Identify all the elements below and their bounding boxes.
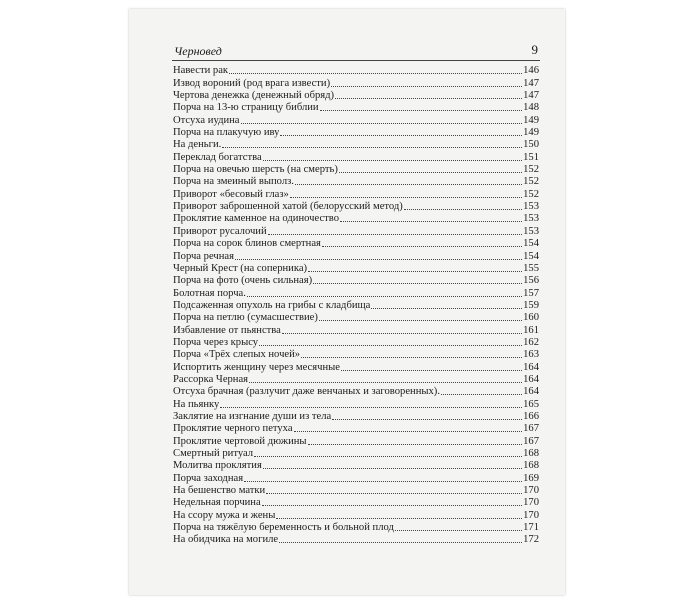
toc-entry-page: 152 (523, 164, 539, 176)
toc-entry-page: 148 (523, 102, 539, 114)
toc-leader-dots (395, 529, 522, 531)
toc-entry (173, 300, 539, 312)
toc-entry (173, 213, 539, 225)
toc-entry-page: 152 (523, 176, 539, 188)
toc-entry (173, 275, 539, 287)
toc-entry (173, 127, 539, 139)
toc-entry-title: Отсуха брачная (разлучит даже венчаных и заговоренных). (173, 386, 440, 398)
toc-entry-page: 160 (523, 312, 539, 324)
toc-entry-page: 147 (523, 90, 539, 102)
toc-entry-page: 163 (523, 349, 539, 361)
toc-entry-title: Приворот «бесовый глаз» (173, 188, 289, 200)
toc-entry (173, 435, 539, 447)
toc-entry (173, 263, 539, 275)
toc-leader-dots (280, 134, 522, 136)
toc-leader-dots (322, 245, 522, 247)
toc-entry-title: Рассорка Черная (173, 373, 249, 385)
toc-entry-title: Порча на петлю (сумасшествие) (173, 312, 318, 324)
toc-leader-dots (301, 356, 522, 358)
toc-entry-page: 161 (523, 324, 539, 336)
toc-entry-title: Приворот заброшенной хатой (белорусский метод) (173, 201, 403, 213)
toc-entry-page: 170 (523, 509, 539, 521)
toc-entry-page: 149 (523, 127, 539, 139)
toc-entry (173, 250, 539, 262)
toc-leader-dots (279, 541, 522, 543)
toc-leader-dots (244, 480, 522, 482)
toc-entry (173, 460, 539, 472)
toc-entry-title: Недельная порчина (173, 497, 261, 509)
toc-entry (173, 65, 539, 77)
toc-entry-title: На обидчика на могиле (173, 534, 279, 546)
toc-leader-dots (339, 171, 522, 173)
toc-leader-dots (341, 369, 522, 371)
toc-entry-title: На ссору мужа и жены (173, 509, 276, 521)
toc-entry-title: Навести рак (173, 65, 229, 77)
toc-entry-title: Порча «Трёх слепых ночей» (173, 349, 301, 361)
toc-entry-title: Отсуха иудина (173, 114, 240, 126)
toc-entry-page: 146 (523, 65, 539, 77)
toc-entry-page: 167 (523, 435, 539, 447)
toc-leader-dots (332, 418, 522, 420)
toc-entry (173, 398, 539, 410)
toc-leader-dots (220, 406, 522, 408)
toc-entry-page: 154 (523, 250, 539, 262)
toc-entry-page: 166 (523, 410, 539, 422)
toc-entry (173, 337, 539, 349)
toc-entry-title: Переклад богатства (173, 151, 262, 163)
toc-entry-title: Черный Крест (на соперника) (173, 262, 308, 274)
toc-entry-title: Молитва проклятия (173, 460, 262, 472)
toc-entry (173, 423, 539, 435)
toc-leader-dots (290, 196, 522, 198)
book-page (129, 9, 565, 595)
toc-entry-page: 153 (523, 213, 539, 225)
toc-entry-title: Порча на тяжёлую беременность и больной плод (173, 522, 394, 534)
toc-entry-title: Порча на овечью шерсть (на смерть) (173, 164, 338, 176)
toc-entry-title: На бешенство матки (173, 485, 266, 497)
toc-leader-dots (319, 319, 522, 321)
toc-entry-page: 167 (523, 423, 539, 435)
toc-entry (173, 411, 539, 423)
toc-entry-page: 155 (523, 262, 539, 274)
toc-entry-title: Порча на змеиный выполз. (173, 176, 294, 188)
toc-entry-title: Порча на фото (очень сильная) (173, 275, 313, 287)
toc-entry-title: Чертова денежка (денежный обряд) (173, 90, 335, 102)
toc-entry-page: 165 (523, 398, 539, 410)
toc-entry (173, 201, 539, 213)
toc-leader-dots (295, 183, 522, 185)
toc-entry (173, 361, 539, 373)
toc-entry (173, 485, 539, 497)
toc-leader-dots (282, 332, 522, 334)
toc-entry-page: 157 (523, 287, 539, 299)
toc-leader-dots (259, 344, 522, 346)
toc-entry (173, 374, 539, 386)
toc-entry (173, 472, 539, 484)
toc-entry-page: 164 (523, 361, 539, 373)
toc-entry (173, 188, 539, 200)
toc-leader-dots (229, 72, 522, 74)
toc-entry-page: 150 (523, 139, 539, 151)
toc-entry-page: 149 (523, 114, 539, 126)
toc-entry-page: 170 (523, 497, 539, 509)
toc-entry (173, 77, 539, 89)
running-header-title: Черновед (174, 44, 222, 58)
toc-entry-title: На пьянку (173, 398, 220, 410)
toc-leader-dots (268, 233, 522, 235)
toc-entry-page: 164 (523, 373, 539, 385)
toc-entry-title: Избавление от пьянства (173, 324, 281, 336)
toc-entry (173, 164, 539, 176)
toc-entry (173, 225, 539, 237)
toc-entry (173, 151, 539, 163)
toc-entry (173, 114, 539, 126)
toc-leader-dots (235, 258, 522, 260)
toc-entry-title: Порча заходная (173, 472, 244, 484)
toc-entry-page: 153 (523, 225, 539, 237)
toc-entry-page: 170 (523, 485, 539, 497)
toc-leader-dots (335, 97, 522, 99)
toc-entry-page: 147 (523, 77, 539, 89)
toc-entry-page: 152 (523, 188, 539, 200)
toc-entry-title: Смертный ритуал (173, 448, 254, 459)
toc-entry-title: Извод вороний (род врага извести) (173, 77, 331, 89)
toc-entry-title: Проклятие чертовой дюжины (173, 435, 307, 447)
toc-entry (173, 509, 539, 521)
toc-leader-dots (262, 504, 522, 506)
toc-leader-dots (241, 122, 523, 124)
toc-leader-dots (263, 467, 522, 469)
table-of-contents (173, 65, 539, 546)
toc-leader-dots (254, 455, 522, 457)
toc-entry (173, 497, 539, 509)
toc-entry (173, 238, 539, 250)
toc-leader-dots (340, 220, 522, 222)
toc-leader-dots (404, 208, 522, 210)
toc-entry-page: 154 (523, 238, 539, 250)
toc-leader-dots (313, 282, 522, 284)
toc-entry (173, 534, 539, 546)
toc-entry (173, 176, 539, 188)
toc-entry-title: Порча речная (173, 250, 234, 262)
toc-leader-dots (308, 270, 522, 272)
toc-entry-page: 151 (523, 151, 539, 163)
toc-entry-page: 171 (523, 522, 539, 534)
toc-entry-title: Приворот русалочий (173, 225, 267, 237)
toc-entry-page: 162 (523, 336, 539, 348)
toc-leader-dots (294, 430, 523, 432)
toc-entry-title: Проклятие каменное на одиночество (173, 213, 340, 225)
page-number: 9 (531, 42, 538, 57)
running-header (172, 42, 540, 61)
toc-entry-title: Порча через крысу (173, 336, 259, 348)
toc-entry-page: 164 (523, 386, 539, 398)
toc-entry (173, 312, 539, 324)
toc-entry (173, 139, 539, 151)
toc-entry (173, 90, 539, 102)
toc-entry-title: Болотная порча. (173, 287, 246, 299)
toc-entry-page: 156 (523, 275, 539, 287)
toc-leader-dots (308, 443, 523, 445)
toc-entry-title: Испортить женщину через месячные (173, 361, 340, 373)
toc-entry-page: 159 (523, 299, 539, 311)
toc-leader-dots (247, 295, 522, 297)
toc-entry-title: Заклятие на изгнание души из тела (173, 410, 332, 422)
toc-leader-dots (331, 85, 522, 87)
toc-entry-title: Проклятие черного петуха (173, 423, 293, 435)
toc-entry (173, 287, 539, 299)
toc-leader-dots (222, 146, 522, 148)
toc-entry-title: На деньги. (173, 139, 222, 151)
toc-leader-dots (441, 393, 522, 395)
toc-leader-dots (320, 109, 523, 111)
toc-entry (173, 448, 539, 460)
toc-entry (173, 349, 539, 361)
toc-entry (173, 324, 539, 336)
toc-entry-page: 168 (523, 460, 539, 472)
toc-entry-title: Порча на плакучую иву (173, 127, 280, 139)
toc-entry-page: 153 (523, 201, 539, 213)
toc-entry-page: 169 (523, 472, 539, 484)
toc-entry-title: Подсаженная опухоль на грибы с кладбища (173, 299, 371, 311)
toc-entry (173, 102, 539, 114)
toc-entry-title: Порча на сорок блинов смертная (173, 238, 321, 250)
toc-entry-title: Порча на 13-ю страницу библии (173, 102, 319, 114)
toc-leader-dots (266, 492, 522, 494)
toc-entry (173, 386, 539, 398)
toc-entry (173, 522, 539, 534)
toc-entry-page: 172 (523, 534, 539, 546)
toc-leader-dots (263, 159, 522, 161)
toc-leader-dots (249, 381, 522, 383)
toc-entry-page: 168 (523, 448, 539, 459)
toc-leader-dots (371, 307, 522, 309)
toc-leader-dots (276, 517, 522, 519)
